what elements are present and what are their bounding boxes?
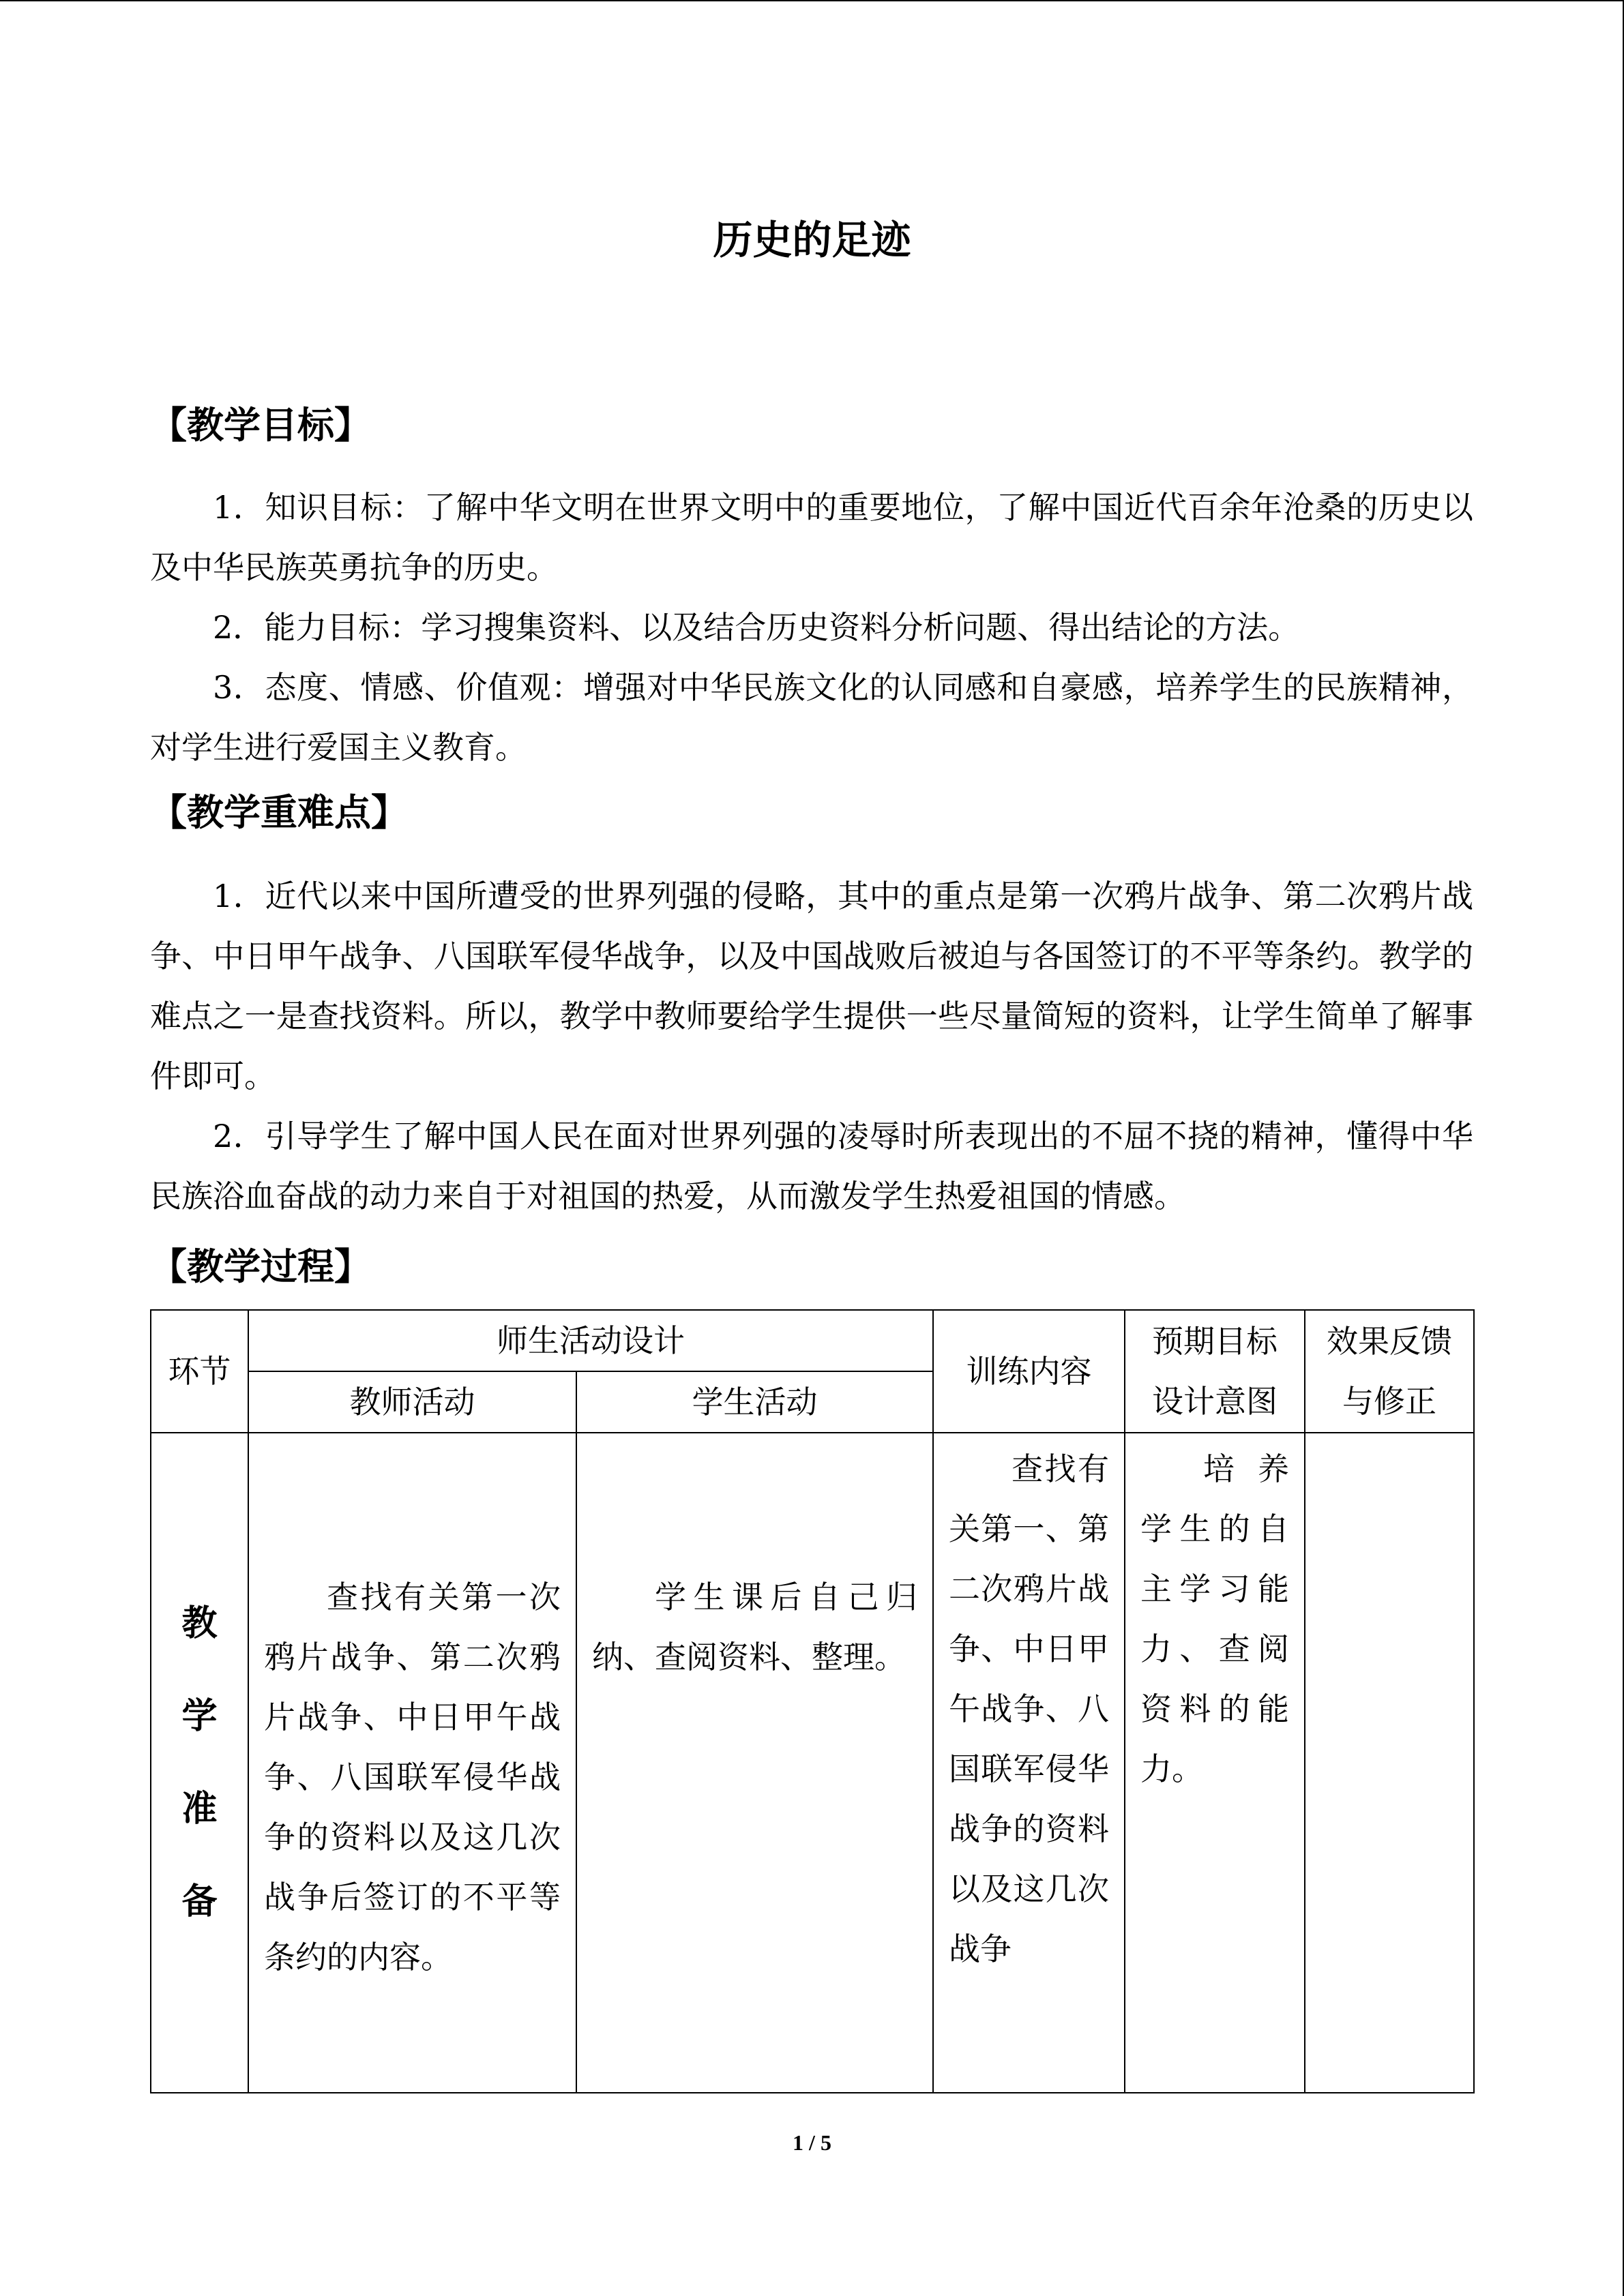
header-goal — [1125, 1310, 1305, 1433]
keypoint-item-2: 2．引导学生了解中国人民在面对世界列强的凌辱时所表现出的不屈不挠的精神，懂得中华民族浴血奋战的动力来自于对祖国的热爱，从而激发学生热爱祖国的情感。 — [150, 1118, 1473, 1214]
student-activity-cell — [576, 1433, 933, 2093]
header-goal-line2: 设计意图 — [1152, 1383, 1278, 1420]
document-title: 历史的足迹 — [713, 217, 911, 263]
section-heading-goals: 【教学目标】 — [150, 403, 371, 447]
stage-cell — [151, 1433, 248, 2093]
header-feedback-line2: 与修正 — [1342, 1383, 1436, 1420]
page-border-top — [0, 0, 1624, 1]
goal-text: 培养学生的自主学习能力、查阅资料的能力。 — [1140, 1450, 1289, 1787]
header-teacher: 教师活动 — [248, 1371, 576, 1433]
training-content-cell — [933, 1433, 1125, 2093]
header-training: 训练内容 — [933, 1310, 1125, 1433]
teacher-activity-cell — [248, 1433, 576, 2093]
teaching-process-table — [150, 1309, 1475, 2093]
training-content-text: 查找有关第一、第二次鸦片战争、中日甲午战争、八国联军侵华战争的资料以及这几次战争 — [949, 1450, 1109, 1967]
stage-char: 教 — [181, 1602, 218, 1644]
feedback-cell — [1305, 1433, 1474, 2093]
header-feedback-line1: 效果反馈 — [1327, 1323, 1452, 1360]
header-feedback — [1305, 1310, 1474, 1433]
goal-item-3: 3．态度、情感、价值观：增强对中华民族文化的认同感和自豪感，培养学生的民族精神，对学生进行爱国主义教育。 — [150, 669, 1473, 766]
keypoint-item-1: 1．近代以来中国所遭受的世界列强的侵略，其中的重点是第一次鸦片战争、第二次鸦片战争、中日甲午战争、八国联军侵华战争，以及中国战败后被迫与各国签订的不平等条约。教学的难点之一是查找资料。所以，教学中教师要给学生提供一些尽量简短的资料，让学生简单了解事件即可。 — [150, 878, 1473, 1094]
section-heading-keypoints: 【教学重难点】 — [150, 790, 408, 834]
stage-char: 备 — [181, 1881, 218, 1922]
header-student: 学生活动 — [576, 1371, 933, 1433]
stage-char: 学 — [181, 1695, 218, 1737]
table-row — [151, 1433, 1474, 2093]
header-stage: 环节 — [151, 1310, 248, 1433]
goal-item-2: 2．能力目标：学习搜集资料、以及结合历史资料分析问题、得出结论的方法。 — [213, 609, 1300, 646]
student-activity-text: 学生课后自己归纳、查阅资料、整理。 — [592, 1579, 917, 1675]
goal-cell — [1125, 1433, 1305, 2093]
goal-item-1: 1．知识目标：了解中华文明在世界文明中的重要地位，了解中国近代百余年沧桑的历史以及中华民族英勇抗争的历史。 — [150, 489, 1473, 586]
page-number: 1 / 5 — [793, 2130, 831, 2155]
teacher-activity-text: 查找有关第一次鸦片战争、第二次鸦片战争、中日甲午战争、八国联军侵华战争的资料以及这几次战争后签订的不平等条约的内容。 — [264, 1579, 561, 1976]
header-goal-line1: 预期目标 — [1152, 1323, 1278, 1360]
section-heading-process: 【教学过程】 — [150, 1244, 371, 1288]
header-activity-design: 师生活动设计 — [248, 1310, 933, 1371]
stage-char: 准 — [181, 1788, 218, 1830]
